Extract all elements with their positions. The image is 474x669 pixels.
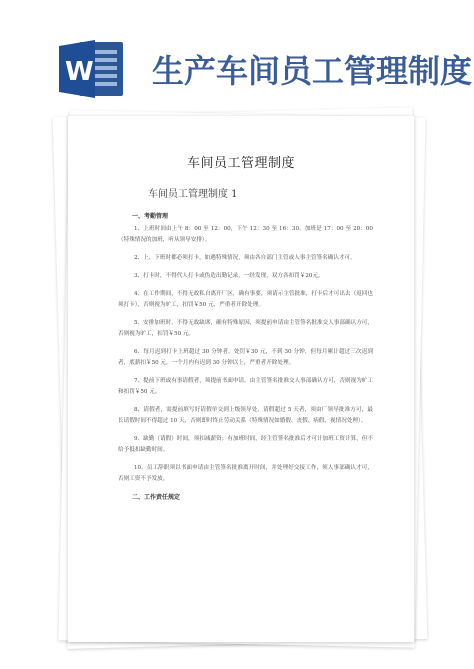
word-icon [57, 38, 125, 100]
logo-letter: W [65, 57, 94, 87]
document-body [118, 206, 373, 505]
paragraph: 6、每月迟到打卡上班超过 30 分钟者，处罚￥30 元，不到 30 分钟，但每月累计超过三次迟到者，底薪扣￥50 元，一个月内有迟到 30 分钟以上，严重者开除处理。 [118, 349, 373, 366]
banner-title: 生产车间员工管理制度 [152, 52, 473, 90]
paragraph: 2、上、下班时都必须打卡，如遇特殊情况，须由各自部门主管或人事主管签名确认才可。 [134, 255, 356, 261]
document-page [68, 116, 414, 642]
section-heading: 二、工作责任规定 [132, 494, 181, 501]
paragraph: 8、请假者，需提前填写好请假单交到上级领导处，请假超过 5 天者，须由厂领导批准方可，最长请假时间不得超过 10 天，否则即时终止劳动关系（特殊情况如婚假、丧假、病假、视情况处理）。 [118, 407, 373, 424]
paragraph: 7、提前下班或有事请假者，须提前书面申请，由主管签名批准交人事部确认方可，否则视为旷工和扣罚￥50 元。 [118, 378, 373, 395]
section-heading: 一、考勤管理 [132, 213, 169, 220]
document-subtitle: 车间员工管理制度 1 [148, 189, 238, 200]
paragraph: 4、在工作期间，不得无故私自离开厂区，确有事要，须请示主管批准，打卡后才可出去（返回也须打卡），否则视为旷工，扣罚￥50 元，严重者开除处理。 [118, 291, 373, 308]
document-title: 车间员工管理制度 [186, 156, 295, 171]
banner [0, 0, 474, 110]
paragraph: 1、上班时间由上午 8：00 至 12：00，下午 12：30 至 16：30。加班是 17：00 至 20：00（特殊情况的加班，听从领导安排）。 [118, 226, 373, 243]
paragraph: 9、缺勤（请假）时间，须扣减薪资；有加班时间，经主管签名批准后才可计加班工资计算，但不给予抵扣缺勤时间。 [118, 436, 373, 453]
paragraph: 3、打卡时，不得代人打卡或伪造出勤记录，一经发现，双方各扣罚￥20元。 [134, 273, 324, 279]
paragraph: 5、安排加班时，不得无故缺席，确有特殊原因，须提前申请由主管签名批准交人事部确认方可，否则视为旷工，扣罚￥50 元。 [118, 320, 373, 337]
paragraph: 10、员工辞职须以书面申请由主管签名批准离开时间，并处理好交接工作，须人事部确认才可，否则工资不予发放。 [118, 465, 373, 482]
